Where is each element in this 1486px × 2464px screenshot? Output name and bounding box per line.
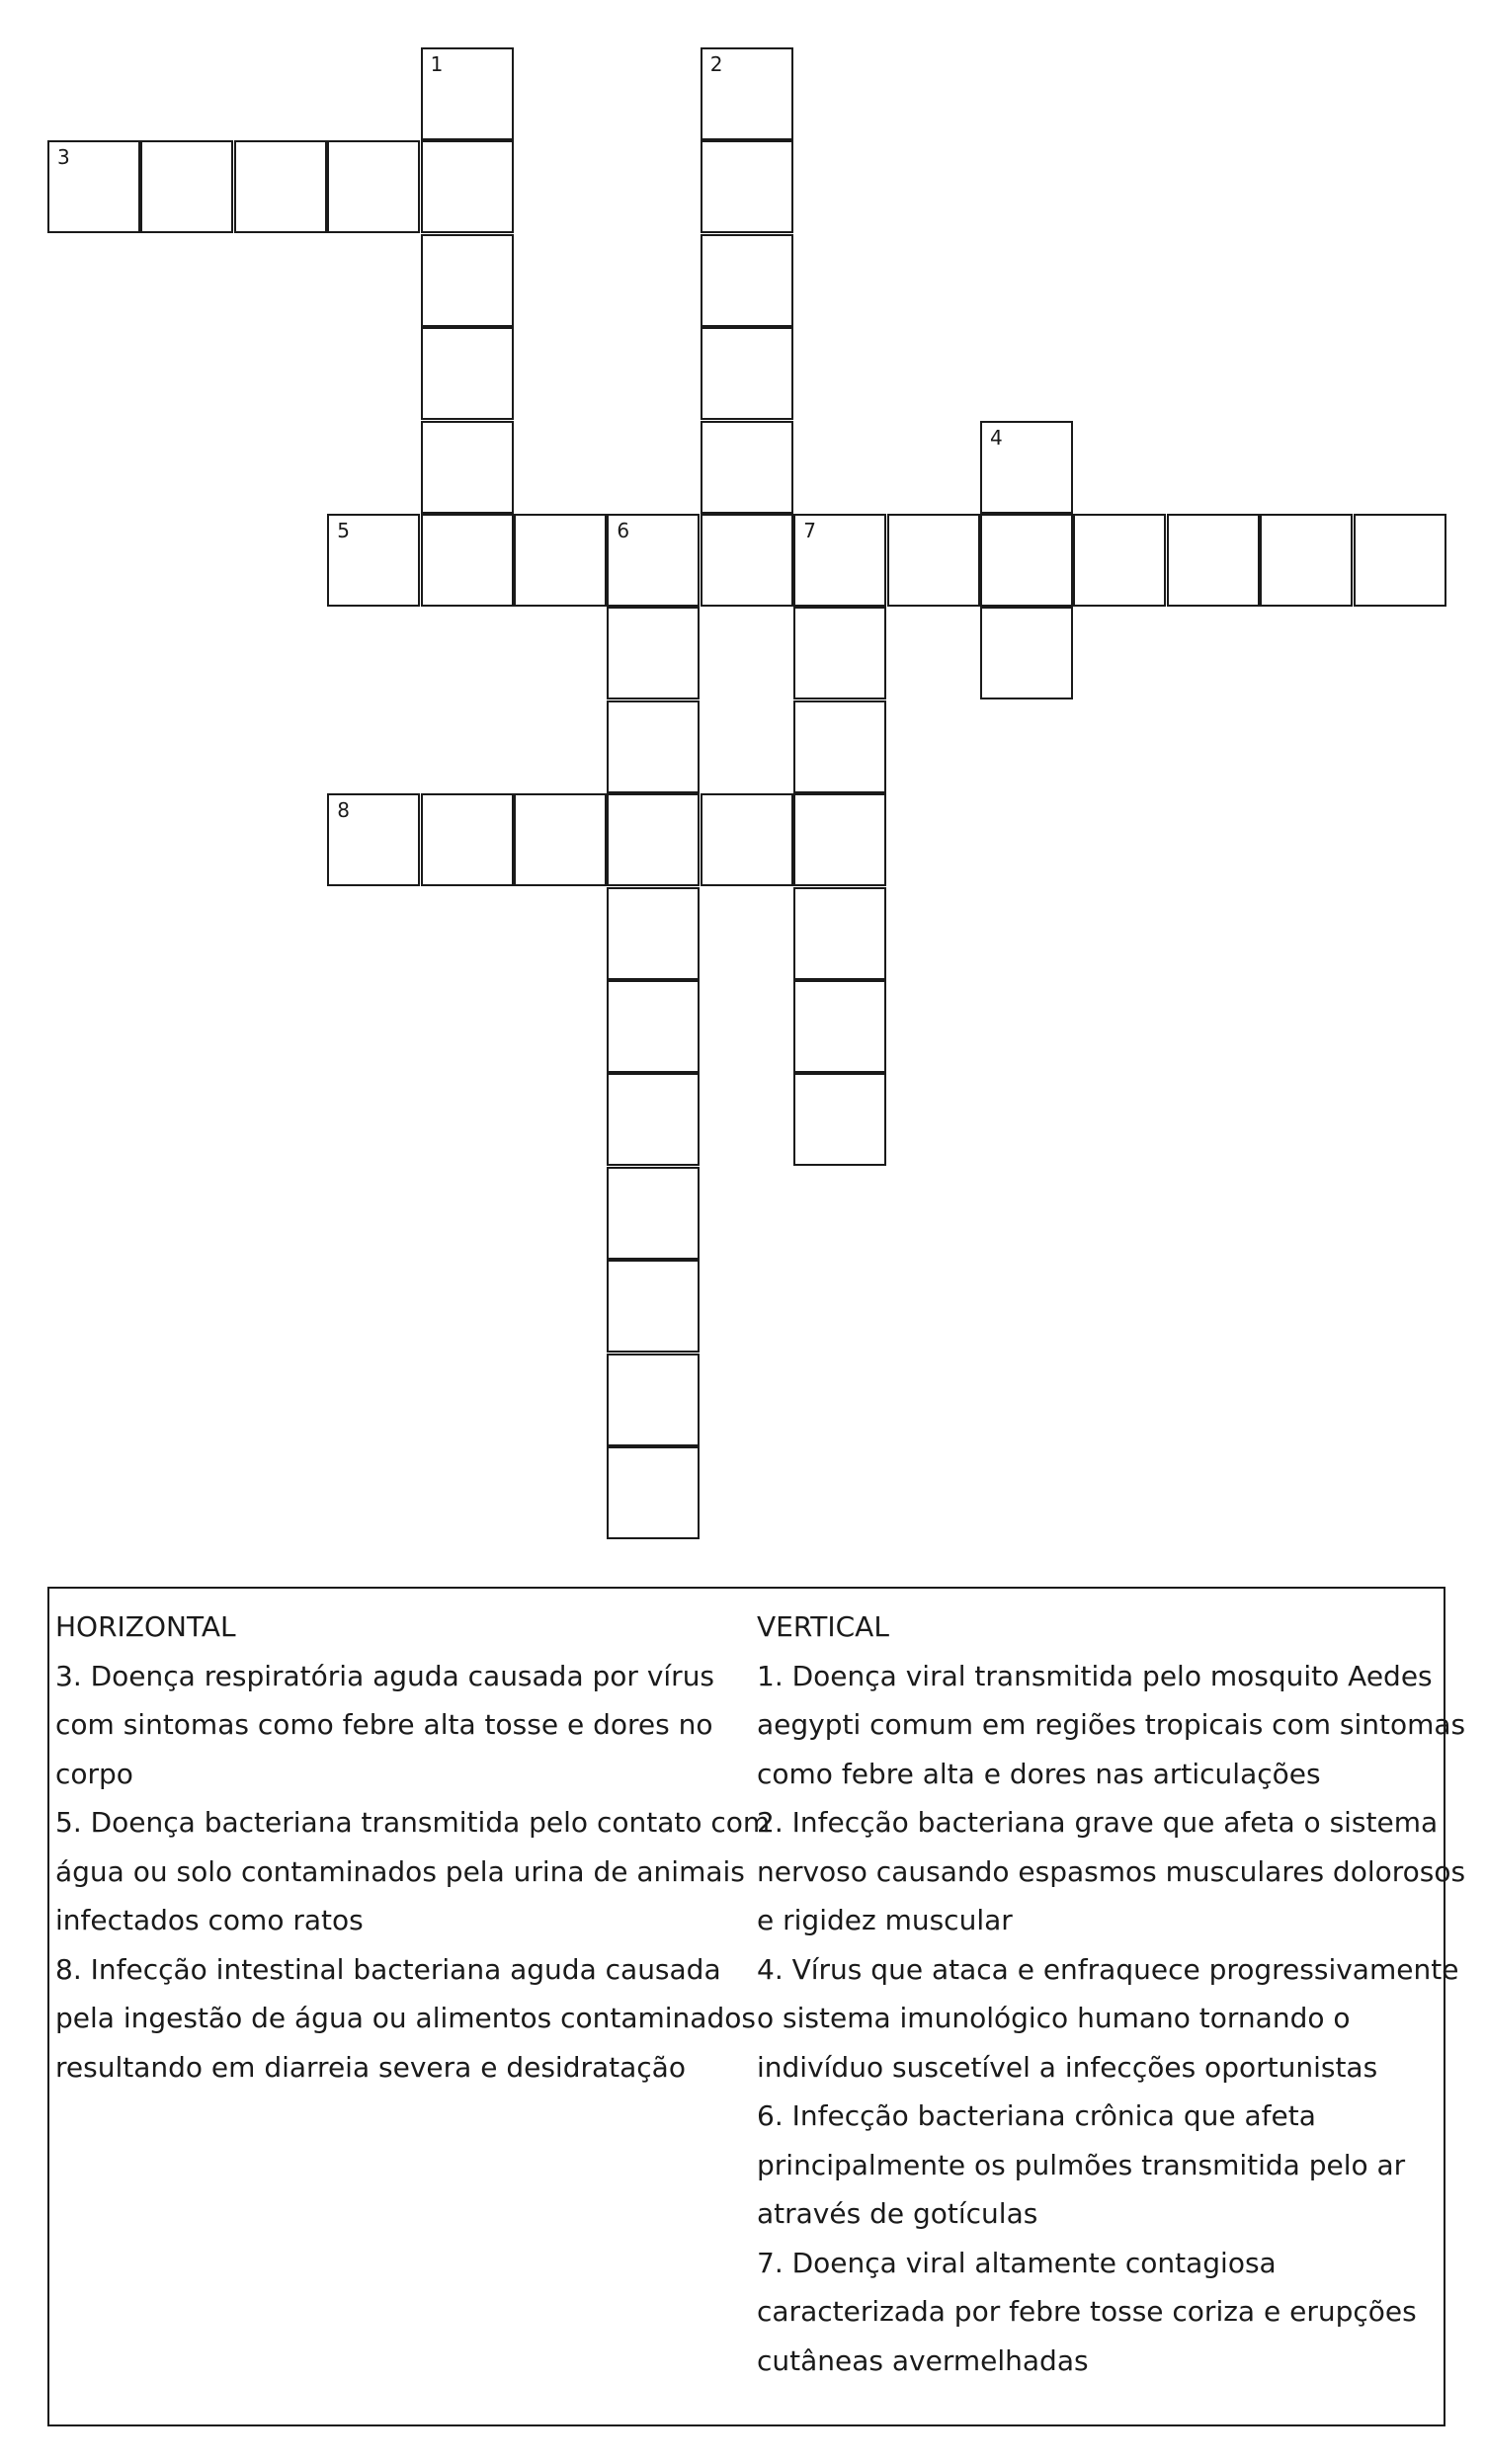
crossword-cell[interactable]: [701, 234, 793, 327]
across-clue-line: 8. Infecção intestinal bacteriana aguda causada: [55, 1952, 721, 1986]
crossword-cell[interactable]: [980, 607, 1073, 699]
across-clue-line: infectados como ratos: [55, 1904, 364, 1936]
down-clue-line: o sistema imunológico humano tornando o: [757, 2002, 1351, 2034]
crossword-cell[interactable]: [701, 514, 793, 607]
crossword-cell[interactable]: [140, 140, 233, 233]
down-clue-line: 1. Doença viral transmitida pelo mosquito Aedes: [757, 1659, 1433, 1692]
across-clues: [55, 1602, 771, 2092]
across-clue-line: 5. Doença bacteriana transmitida pelo contato com: [55, 1806, 771, 1839]
crossword-cell[interactable]: [701, 421, 793, 514]
crossword-cell[interactable]: [607, 607, 700, 699]
crossword-cell[interactable]: [793, 1073, 886, 1166]
clue-number: 2: [709, 52, 723, 76]
across-clue-line: com sintomas como febre alta tosse e dores no: [55, 1708, 713, 1741]
crossword-cell[interactable]: [607, 514, 700, 607]
across-clue-line: resultando em diarreia severa e desidratação: [55, 2050, 686, 2084]
crossword-cell[interactable]: [793, 514, 886, 607]
down-clue-line: como febre alta e dores nas articulações: [757, 1757, 1321, 1790]
crossword-cell[interactable]: [514, 514, 607, 607]
across-clue-line: água ou solo contaminados pela urina de animais: [55, 1854, 745, 1888]
clue-number: 4: [990, 425, 1003, 450]
down-clue-line: 2. Infecção bacteriana grave que afeta o sistema: [757, 1806, 1439, 1839]
crossword-cell[interactable]: [514, 793, 607, 886]
across-clue-line: corpo: [55, 1757, 133, 1790]
across-title: HORIZONTAL: [55, 1610, 236, 1643]
crossword-cell[interactable]: [421, 327, 514, 420]
clue-number: 8: [337, 798, 350, 823]
crossword-cell[interactable]: [607, 887, 700, 980]
down-clue-line: aegypti comum em regiões tropicais com sintomas: [757, 1708, 1466, 1741]
crossword-cell[interactable]: [607, 1073, 700, 1166]
crossword-cell[interactable]: [421, 421, 514, 514]
crossword-cell[interactable]: [980, 514, 1073, 607]
crossword-cell[interactable]: [607, 1167, 700, 1260]
crossword-cell[interactable]: [421, 140, 514, 233]
down-clue-line: principalmente os pulmões transmitida pelo ar: [757, 2148, 1406, 2181]
down-title: VERTICAL: [757, 1610, 889, 1643]
crossword-cell[interactable]: [1167, 514, 1260, 607]
crossword-cell[interactable]: [607, 793, 700, 886]
crossword-cell[interactable]: [421, 47, 514, 140]
crossword-cell[interactable]: [607, 1354, 700, 1446]
crossword-cell[interactable]: [234, 140, 327, 233]
down-clue-line: através de gotículas: [757, 2197, 1038, 2230]
down-clue-line: nervoso causando espasmos musculares dolorosos: [757, 1854, 1466, 1888]
across-clue-line: pela ingestão de água ou alimentos contaminados: [55, 2002, 756, 2034]
crossword-cell[interactable]: [327, 514, 420, 607]
crossword-cell[interactable]: [793, 700, 886, 793]
down-clue-line: 4. Vírus que ataca e enfraquece progressivamente: [757, 1952, 1459, 1986]
clue-number: 3: [57, 145, 70, 170]
crossword-cell[interactable]: [701, 793, 793, 886]
crossword-cell[interactable]: [701, 327, 793, 420]
crossword-cell[interactable]: [793, 887, 886, 980]
down-clue-line: 6. Infecção bacteriana crônica que afeta: [757, 2099, 1316, 2132]
crossword-cell[interactable]: [1073, 514, 1166, 607]
down-clue-line: indivíduo suscetível a infecções oportunistas: [757, 2050, 1378, 2084]
clues-panel: [47, 1587, 1466, 2426]
crossword-cell[interactable]: [47, 140, 140, 233]
clue-number: 7: [803, 519, 816, 542]
clue-number: 6: [617, 519, 630, 542]
down-clue-line: cutâneas avermelhadas: [757, 2343, 1089, 2377]
crossword-cell[interactable]: [887, 514, 980, 607]
across-clue-line: 3. Doença respiratória aguda causada por vírus: [55, 1659, 715, 1692]
crossword-cell[interactable]: [421, 514, 514, 607]
crossword-cell[interactable]: [1354, 514, 1446, 607]
crossword-cell[interactable]: [607, 700, 700, 793]
crossword-cell[interactable]: [980, 421, 1073, 514]
crossword-cell[interactable]: [327, 140, 420, 233]
down-clue-line: 7. Doença viral altamente contagiosa: [757, 2246, 1277, 2279]
clue-number: 5: [337, 519, 350, 542]
crossword-cell[interactable]: [793, 607, 886, 699]
crossword-cell[interactable]: [607, 1260, 700, 1353]
down-clue-line: e rigidez muscular: [757, 1904, 1013, 1936]
crossword-cell[interactable]: [421, 793, 514, 886]
crossword-cell[interactable]: [1260, 514, 1353, 607]
crossword-cell[interactable]: [793, 980, 886, 1073]
down-clues: [757, 1602, 1466, 2385]
crossword-cell[interactable]: [607, 1446, 700, 1539]
crossword-cell[interactable]: [701, 140, 793, 233]
clue-number: 1: [430, 52, 444, 76]
crossword-cell[interactable]: [793, 793, 886, 886]
crossword-cell[interactable]: [607, 980, 700, 1073]
crossword-cell[interactable]: [421, 234, 514, 327]
down-clue-line: caracterizada por febre tosse coriza e erupções: [757, 2295, 1417, 2328]
crossword-cell[interactable]: [327, 793, 420, 886]
crossword-cell[interactable]: [701, 47, 793, 140]
